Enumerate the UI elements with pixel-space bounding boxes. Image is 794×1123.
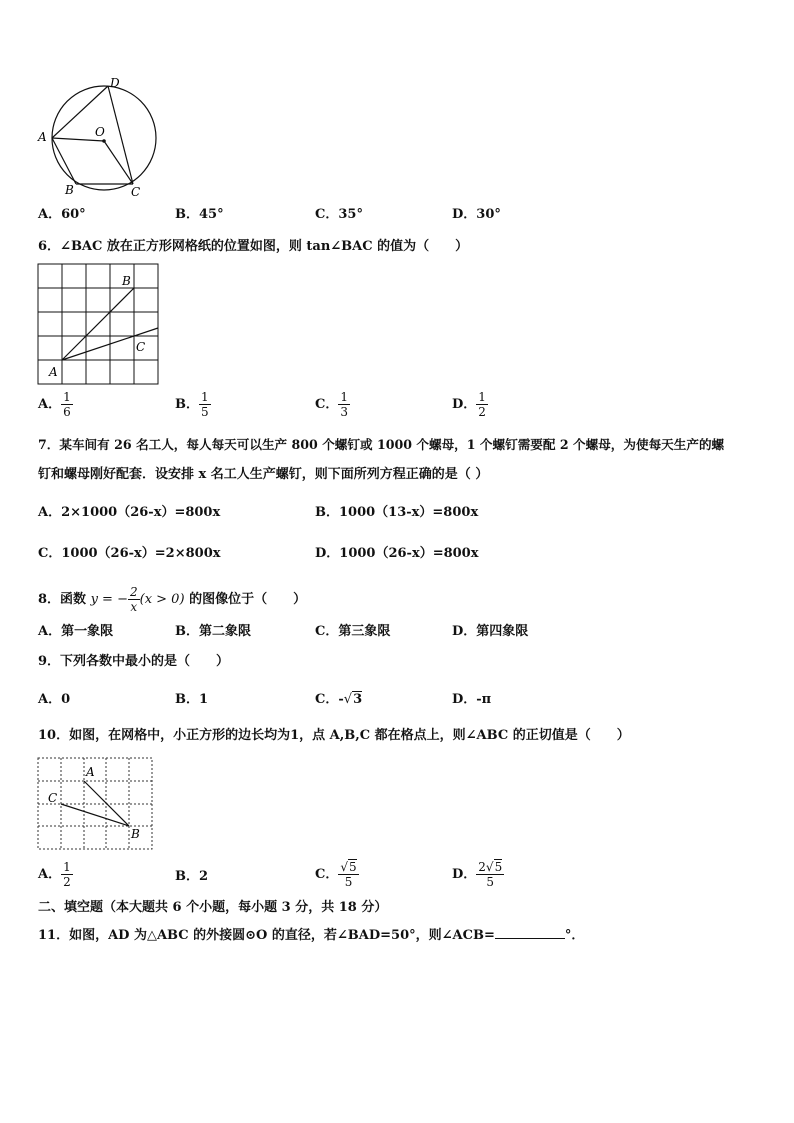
- center-dot: [102, 139, 106, 143]
- section2-heading: 二、填空题（本大题共 6 个小题，每小题 3 分，共 18 分）: [38, 900, 388, 915]
- q6-grid-figure: [36, 262, 166, 388]
- q10-option-b: B．2: [175, 869, 209, 884]
- q11-answer-blank[interactable]: [495, 926, 565, 939]
- q5-circle-figure: [30, 72, 170, 202]
- q5-option-d: D．30°: [452, 207, 501, 222]
- q6-option-a: A． $\frac{1}{6}$: [38, 390, 71, 419]
- q8-option-b: B．第二象限: [175, 624, 252, 639]
- q9-option-a: A．0: [38, 692, 71, 707]
- segment-oc: [104, 141, 133, 184]
- q11-stem: 11．如图，AD 为△ABC 的外接圆⊙O 的直径，若∠BAD=50°，则∠ACB= °．: [38, 928, 585, 943]
- label-c: C: [131, 185, 141, 199]
- q8-formula-condition: (x > 0): [139, 592, 185, 607]
- label-b: B: [131, 827, 140, 841]
- label-c: C: [48, 791, 58, 805]
- label-o: O: [95, 125, 105, 139]
- label-a: A: [38, 130, 47, 144]
- label-a: A: [49, 365, 58, 379]
- q10-option-a: A． $\frac{1}{2}$: [38, 860, 71, 889]
- q7-option-b: B．1000（13-x）=800x: [315, 505, 479, 520]
- label-c: C: [136, 340, 146, 354]
- q8-stem: 8．函数 y = − $\frac{2}{x}$ (x > 0) 的图像位于（ ）: [38, 585, 307, 614]
- label-b: B: [65, 183, 74, 197]
- q5-option-a: A．60°: [38, 207, 86, 222]
- q7-stem-line1: 7．某车间有 26 名工人，每人每天可以生产 800 个螺钉或 1000 个螺母，1 个螺钉需要配 2 个螺母，为使每天生产的螺: [38, 437, 725, 452]
- q6-option-d: D． $\frac{1}{2}$: [452, 390, 486, 419]
- label-b: B: [122, 274, 131, 288]
- q8-option-d: D．第四象限: [452, 624, 529, 639]
- q8-option-c: C．第三象限: [315, 624, 391, 639]
- q9-option-b: B．1: [175, 692, 209, 707]
- q5-option-b: B．45°: [175, 207, 224, 222]
- q10-grid-figure: [36, 756, 156, 852]
- q8-option-a: A．第一象限: [38, 624, 114, 639]
- chord-ab: [52, 138, 76, 184]
- q7-stem-line2: 钉和螺母刚好配套．设安排 x 名工人生产螺钉，则下面所列方程正确的是（ ）: [38, 467, 489, 482]
- chord-dc: [108, 86, 133, 184]
- q5-option-c: C．35°: [315, 207, 363, 222]
- q8-formula-lhs: y = −: [90, 592, 128, 607]
- label-d: D: [110, 76, 120, 90]
- ray-ab: [62, 288, 134, 360]
- q10-stem: 10．如图，在网格中，小正方形的边长均为1，点 A,B,C 都在格点上，则∠ABC 的正切值是（ ）: [38, 728, 630, 743]
- q10-option-c: C． $\frac{√5}{5}$: [315, 860, 357, 889]
- q7-option-c: C．1000（26-x）=2×800x: [38, 546, 221, 561]
- q6-option-b: B． $\frac{1}{5}$: [175, 390, 209, 419]
- q7-option-d: D．1000（26-x）=800x: [315, 546, 479, 561]
- q9-stem: 9．下列各数中最小的是（ ）: [38, 654, 230, 669]
- q8-formula-fraction: $\frac{2}{x}$: [129, 585, 138, 614]
- label-a: A: [86, 765, 95, 779]
- q9-option-c: C．-√3: [315, 692, 363, 707]
- q7-option-a: A．2×1000（26-x）=800x: [38, 505, 221, 520]
- q9-option-d: D．-π: [452, 692, 492, 707]
- q6-option-c: C． $\frac{1}{3}$: [315, 390, 348, 419]
- q10-option-d: D． $\frac{2√5}{5}$: [452, 860, 503, 889]
- q6-stem: 6．∠BAC 放在正方形网格纸的位置如图，则 tan∠BAC 的值为（ ）: [38, 239, 469, 254]
